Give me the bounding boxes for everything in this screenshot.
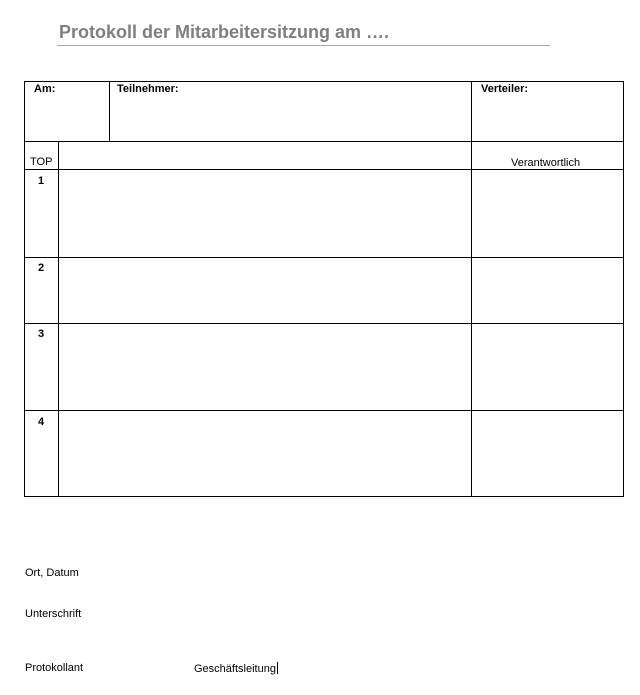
agenda-row-divider-3 (24, 410, 624, 411)
responsible-column-header: Verantwortlich (511, 157, 581, 169)
top-column-divider (58, 141, 59, 497)
top-column-header: TOP (30, 156, 53, 168)
header-row-divider (24, 141, 624, 142)
responsible-column-divider (471, 81, 472, 497)
agenda-item-number: 4 (38, 416, 45, 428)
table-border-top (24, 81, 624, 82)
participants-label: Teilnehmer: (117, 83, 179, 95)
distribution-label: Verteiler: (481, 83, 529, 95)
recorder-label: Protokollant (25, 662, 84, 674)
management-label: Geschäftsleitung (194, 663, 276, 675)
document-title: Protokoll der Mitarbeitersitzung am …. (59, 22, 390, 42)
management-field[interactable] (194, 662, 278, 676)
place-date-label: Ort, Datum (25, 567, 79, 579)
signature-label: Unterschrift (25, 608, 82, 620)
date-label: Am: (34, 83, 56, 95)
text-cursor (277, 662, 278, 674)
title-underline (57, 45, 550, 46)
table-border-bottom (24, 496, 624, 497)
agenda-item-number: 3 (38, 328, 45, 340)
date-participants-divider (109, 81, 110, 142)
agenda-item-number: 2 (38, 262, 45, 274)
table-border-right (623, 81, 624, 497)
agenda-item-number: 1 (38, 175, 45, 187)
table-border-left (24, 81, 25, 497)
agenda-row-divider-1 (24, 257, 624, 258)
agenda-row-divider-2 (24, 323, 624, 324)
